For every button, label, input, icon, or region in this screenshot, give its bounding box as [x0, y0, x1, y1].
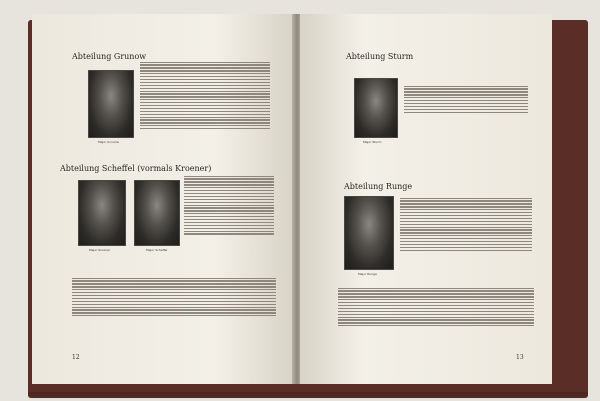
caption-scheffel: Major Scheffel: [146, 248, 168, 252]
right-page: [300, 14, 552, 384]
portrait-photo-runge: [344, 196, 394, 270]
caption-sturm: Major Sturm: [363, 140, 382, 144]
book-shadow: [28, 392, 588, 400]
section-title-scheffel: Abteilung Scheffel (vormals Kroener): [60, 164, 212, 173]
section-title-grunow: Abteilung Grunow: [72, 52, 147, 61]
page-number-right: 13: [516, 354, 524, 361]
body-text-grunow: [140, 60, 270, 176]
caption-grunow: Major Grunow: [98, 140, 119, 144]
portrait-photo-sturm: [354, 78, 398, 138]
body-text-scheffel-bottom: [72, 276, 276, 346]
body-text-runge-bottom: [338, 286, 534, 356]
section-title-runge: Abteilung Runge: [344, 182, 413, 191]
portrait-photo-kroener: [78, 180, 126, 246]
caption-kroener: Major Kroener: [89, 248, 111, 252]
body-text-sturm: [404, 84, 528, 132]
section-title-sturm: Abteilung Sturm: [346, 52, 414, 61]
body-text-runge-right: [400, 196, 532, 286]
caption-runge: Major Runge: [358, 272, 377, 276]
page-number-left: 12: [72, 354, 80, 361]
portrait-photo-grunow: [88, 70, 134, 138]
left-page: [32, 14, 294, 384]
body-text-scheffel-right: [184, 174, 274, 274]
portrait-photo-scheffel: [134, 180, 180, 246]
